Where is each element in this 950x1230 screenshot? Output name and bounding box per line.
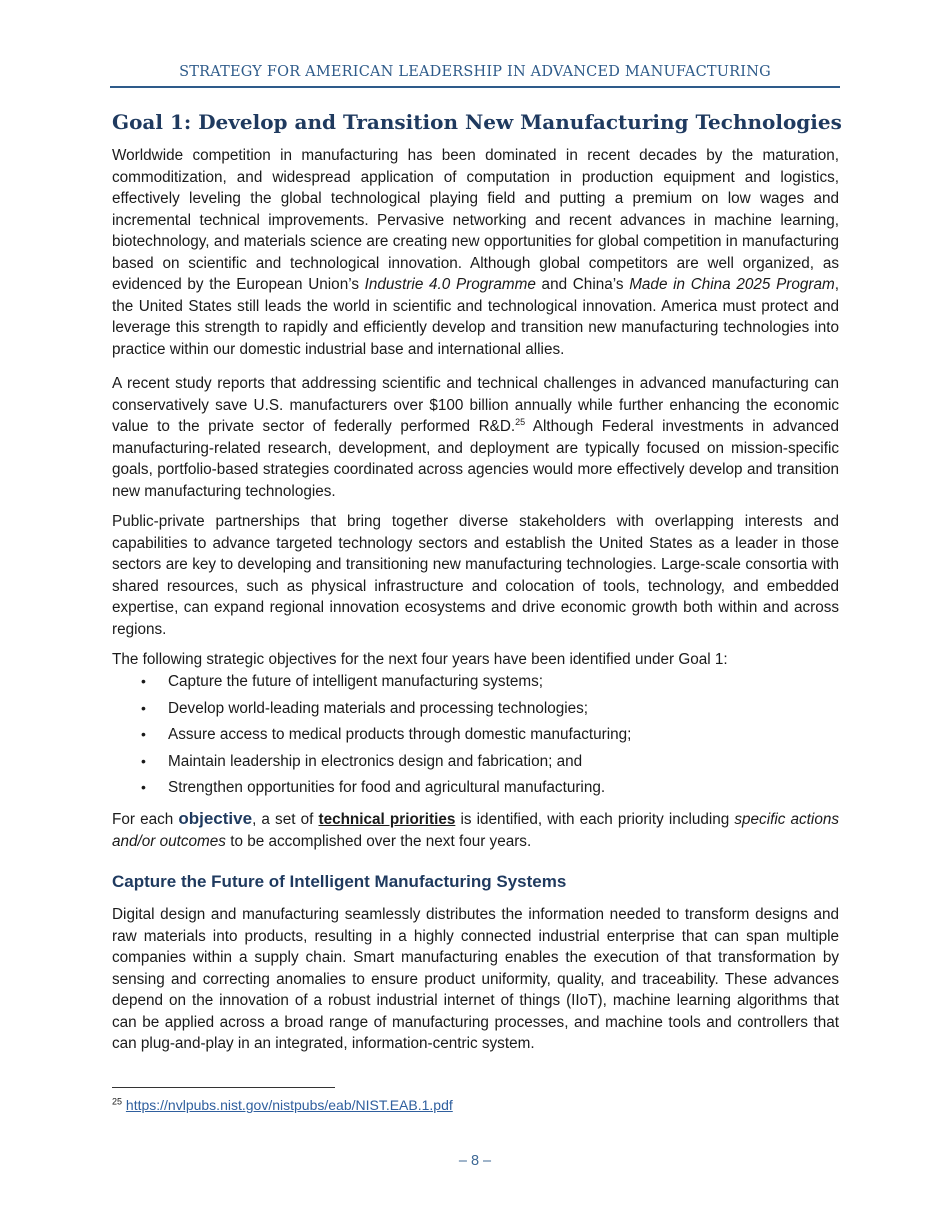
text-run: , a set of — [252, 811, 319, 828]
paragraph-study — [112, 373, 839, 502]
italic-outcomes: specific actions and/or outcomes — [112, 811, 839, 850]
footnote-reference[interactable]: 25 — [515, 416, 526, 427]
text-run: , the United States still leads the world in scientific and technological innovation. America must protect and leverage this strength to rapidly and efficiently develop and transition new manufacturing technologies into practice within our domestic industrial base and international allies. — [112, 276, 839, 358]
bullet-icon: • — [141, 726, 146, 742]
section-heading: Capture the Future of Intelligent Manufacturing Systems — [112, 872, 567, 891]
list-item-text: Strengthen opportunities for food and agricultural manufacturing. — [168, 779, 606, 796]
keyword-technical-priorities: technical priorities — [318, 811, 456, 828]
paragraph-digital-design: Digital design and manufacturing seamlessly distributes the information needed to transform designs and raw materials into products, resulting in a highly connected industrial enterprise that can span multiple companies within a supply chain. Smart manufacturing enables the execution of that transformation by sensing and correcting anomalies to ensure product uniformity, quality, and traceability. These advances depend on the innovation of a robust industrial internet of things (IIoT), machine learning algorithms that can be applied across a broad range of manufacturing processes, and machine tools and controllers that can plug-and-play in an integrated, information-centric system. — [112, 906, 839, 1052]
keyword-objective: objective — [178, 809, 253, 828]
list-item-text: Assure access to medical products through domestic manufacturing; — [168, 726, 632, 743]
list-item — [112, 724, 839, 746]
text-run: and China’s — [535, 276, 630, 293]
text-run: Although Federal investments in advanced manufacturing-related research, development, and deployment are typically focused on mission-specific goals, portfolio-based strategies coordinated across agencies would more effectively develop and transition new manufacturing technologies. — [112, 418, 839, 500]
footnote-divider — [112, 1087, 335, 1088]
italic-program-name: Industrie 4.0 Programme — [364, 276, 536, 293]
page-number: – 8 – — [458, 1153, 492, 1169]
bullet-icon: • — [141, 673, 146, 689]
paragraph-partnerships: Public-private partnerships that bring together diverse stakeholders with overlapping interests and capabilities to advance targeted technology sectors and establish the United States as a leader in those sectors are key to developing and transitioning new manufacturing technologies. Large-scale consortia with shared resources, such as physical infrastructure and colocation of tools, technology, and embedded expertise, can expand regional innovation ecosystems and drive economic growth both within and across regions. — [112, 513, 839, 638]
paragraph-intro — [112, 145, 839, 360]
list-item — [112, 698, 839, 720]
footnote-link[interactable]: https://nvlpubs.nist.gov/nistpubs/eab/NIST.EAB.1.pdf — [125, 1097, 453, 1113]
text-run: is identified, with each priority including — [455, 811, 735, 828]
list-item — [112, 671, 839, 693]
bullet-icon: • — [141, 752, 146, 769]
paragraph-priorities — [112, 808, 839, 852]
objectives-list — [112, 671, 839, 804]
footnote — [112, 1097, 453, 1113]
list-item — [112, 777, 839, 799]
text-run: to be accomplished over the next four years. — [225, 832, 532, 850]
goal-heading: Goal 1: Develop and Transition New Manufacturing Technologies — [112, 110, 842, 134]
list-item-text: Maintain leadership in electronics design and fabrication; and — [168, 752, 583, 770]
footnote-number: 25 — [112, 1096, 123, 1107]
bullet-icon: • — [141, 699, 146, 716]
text-run: Worldwide competition in manufacturing has been dominated in recent decades by the maturation, commoditization, and widespread application of computation in production equipment and logistics, effectively leveling the global technological playing field and putting a premium on low wages and incremental technical improvements. Pervasive networking and recent advances in machine learning, biotechnology, and materials science are creating new opportunities for global competition in manufacturing based on scientific and technological innovation. Although global competitors are well organized, as evidenced by the European Union’s — [112, 147, 839, 293]
text-run: For each — [112, 811, 179, 828]
italic-program-name: Made in China 2025 Program — [629, 276, 835, 293]
text-run: A recent study reports that addressing scientific and technical challenges in advanced manufacturing can conservatively save U.S. manufacturers over $100 billion annually while further enhancing the economic value to the private sector of federally performed R&D. — [112, 375, 839, 435]
bullet-icon: • — [141, 779, 146, 795]
list-item-text: Capture the future of intelligent manufacturing systems; — [168, 673, 543, 690]
paragraph-objectives-intro: The following strategic objectives for the next four years have been identified under Goal 1: — [112, 651, 728, 668]
running-header: STRATEGY FOR AMERICAN LEADERSHIP IN ADVANCED MANUFACTURING — [110, 64, 840, 88]
list-item-text: Develop world-leading materials and processing technologies; — [168, 699, 589, 717]
list-item — [112, 751, 839, 773]
